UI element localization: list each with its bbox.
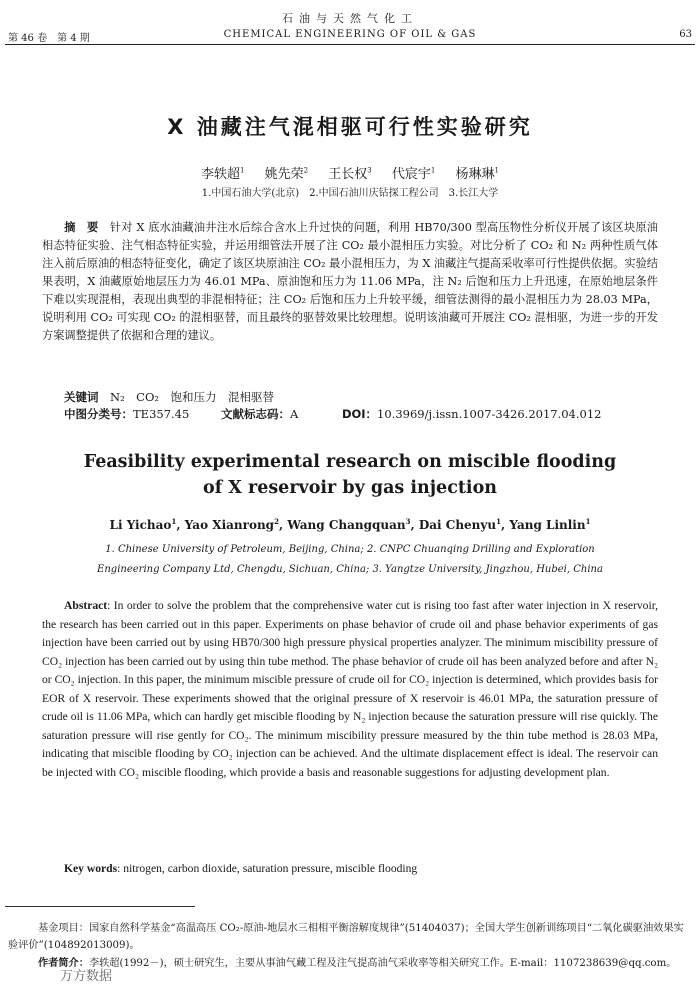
clc-value: TE357.45 [133,407,190,421]
volume-issue: 第 46 卷 第 4 期 [8,33,90,44]
title-en-line-1: Feasibility experimental research on miscible flooding [83,452,617,472]
abstract-en: Abstract: In order to solve the problem that the comprehensive water cut is rising too fast after water injection in X reservoir, the research has been carried out in this paper. Experiments on phase behavior of crude oil and phase behavior experiments of gas injection have been carried out by using HB70/300 high pressure physical properties analyzer. The minimum miscibility pressure of CO₂ injection has been carried out by using thin tube method. The phase behavior of crude oil has been analyzed before and after N₂ or CO₂ injection. In this paper, the minimum miscible pressure of crude oil for CO₂ injection is determined, which provides basis for EOR of X reservoir. These experiments showed that the original pressure of X reservoir is 46.01 MPa, the saturation pressure of crude oil is 11.06 MPa, which can hardly get miscible flooding by N₂ injection because the saturation pressure will rise quickly. The saturation pressure will rise gently for CO₂. The minimum miscibility pressure measured by the thin tube method is 28.03 MPa, indicating that miscible flooding by CO₂ injection can be achieved. And the ultimate displacement effect is ideal. The reservoir can be injected with CO₂ miscible flooding, which provide a basis and reasonable suggestions for adjusting development plan. [42,599,658,779]
author-list-en: Li Yichao$^1$, Yao Xianrong$^2$, Wang Changquan$^3$, Dai Chenyu$^1$, Yang Linlin$^1$ [109,517,591,532]
abstract-text-cn: 针对 X 底水油藏油井注水后综合含水上升过快的问题，利用 HB70/300 型高压物性分析仪开展了该区块原油相态特征实验、注气相态特征实验，并运用细管法开展了注 CO₂ 最小混相压力实验。对比分析了 CO₂ 和 N₂ 两种性质气体注入前后原油的相态特征变化，确定了该区块原油注 CO₂ 最小混相压力，为 X 油藏注气提高采收率可行性提供依据。实验结果表明，X 油藏原始地层压力为 46.01 MPa、原油饱和压力为 11.06 MPa，注 N₂ 后饱和压力上升迅速，在原始地层条件下难以实现混相，表现出典型的非混相特征；注 CO₂ 后饱和压力上升较平缓，细管法测得的最小混相压力为 28.03 MPa，说明利用 CO₂ 可实现 CO₂ 的混相驱替，而且最终的驱替效果比较理想。说明该油藏可开展注 CO₂ 混相驱，为进一步的开发方案调整提供了依据和合理的建议。 [42,221,658,342]
author-en: Wang Changquan$^3$ [287,517,411,532]
doi-label: DOI： [341,407,378,421]
author-cn: 李轶超$^1$ [201,166,245,182]
doi-value[interactable]: 10.3969/j.issn.1007-3426.2017.04.012 [377,407,602,421]
abstract-cn [42,219,658,345]
keywords-label-en: Key words [64,862,118,875]
doc-code-value: A [289,407,299,421]
paper-title-en [0,449,700,501]
fund-label: 基金项目： [38,923,89,934]
header-rule [5,44,695,45]
author-bio-label: 作者简介： [38,958,89,969]
abstract-text-en: In order to solve the problem that the comprehensive water cut is rising too fast after water injection in X reservoir, the research has been carried out in this paper. Experiments on phase behavior of crude oil and phase behavior experiments of gas injection have been carried out by using HB70/300 high pressure physical properties analyzer. The minimum miscibility pressure of CO₂ injection has been carried out by using thin tube method. The phase behavior of crude oil has been analyzed before and after N₂ or CO₂ injection. In this paper, the minimum miscible pressure of crude oil for CO₂ injection is determined, which provides basis for EOR of X reservoir. These experiments showed that the original pressure of X reservoir is 46.01 MPa, the saturation pressure of crude oil is 11.06 MPa, which can hardly get miscible flooding by N₂ injection because the saturation pressure will rise quickly. The saturation pressure will rise gently for CO₂. The minimum miscibility pressure measured by the thin tube method is 28.03 MPa, indicating that miscible flooding by CO₂ injection can be achieved. And the ultimate displacement effect is ideal. The reservoir can be injected with CO₂ miscible flooding, which provide a basis and reasonable suggestions for adjusting development plan. [42,599,658,779]
doc-code-label: 文献标志码： [220,407,290,421]
affiliations-en-line-2: Engineering Company Ltd, Chengdu, Sichuan, China; 3. Yangtze University, Jingzhou, Hubei, China [97,564,603,575]
author-en: Yao Xianrong$^2$ [184,517,279,532]
abstract-label-en: Abstract [64,599,108,612]
footnote-funding [8,920,692,954]
watermark: 万方数据 [60,969,113,984]
author-en: Yang Linlin$^1$ [509,517,591,532]
clc-label: 中图分类号： [64,407,133,421]
author-en: Dai Chenyu$^1$ [418,517,501,532]
author-cn: 姚先荣$^2$ [264,166,309,182]
keywords-cn [64,389,274,405]
author-list-cn [0,163,700,182]
journal-name-en: CHEMICAL ENGINEERING OF OIL & GAS [223,29,477,40]
title-en-line-2: of X reservoir by gas injection [203,478,497,498]
footnote-rule [5,906,195,907]
journal-name-cn: 石油与天然气化工 [282,12,418,25]
affiliations-en [0,540,700,580]
page-number: 63 [679,29,692,40]
keywords-text-en: nitrogen, carbon dioxide, saturation pressure, miscible flooding [123,862,418,875]
abstract-label-cn: 摘 要 [64,221,99,234]
paper-title-cn: X 油藏注气混相驱可行性实验研究 [167,115,533,139]
author-cn: 代宸宇$^1$ [391,166,436,182]
affiliations-cn: 1.中国石油大学(北京) 2.中国石油川庆钻探工程公司 3.长江大学 [201,188,499,199]
author-cn: 杨琳琳$^1$ [455,166,499,182]
author-en: Li Yichao$^1$ [109,517,177,532]
author-bio-text: 李轶超(1992－)，硕士研究生，主要从事油气藏工程及注气提高油气采收率等相关研究工作。E-mail：1107238639@qq.com。 [88,958,677,969]
classification-line [64,406,664,422]
keywords-label-cn: 关键词 [64,390,99,404]
fund-text: 国家自然科学基金“高温高压 CO₂-原油-地层水三相相平衡溶解度规律”(51404037)；全国大学生创新训练项目“二氧化碳驱油效果实验评价”(104892013009)。 [8,923,684,951]
author-cn: 王长权$^3$ [328,166,372,182]
affiliations-en-line-1: 1. Chinese University of Petroleum, Beijing, China; 2. CNPC Chuanqing Drilling and Exploration [105,544,595,555]
keywords-text-cn: N₂ CO₂ 饱和压力 混相驱替 [110,390,275,404]
keywords-en: Key words: nitrogen, carbon dioxide, saturation pressure, miscible flooding [64,862,418,875]
